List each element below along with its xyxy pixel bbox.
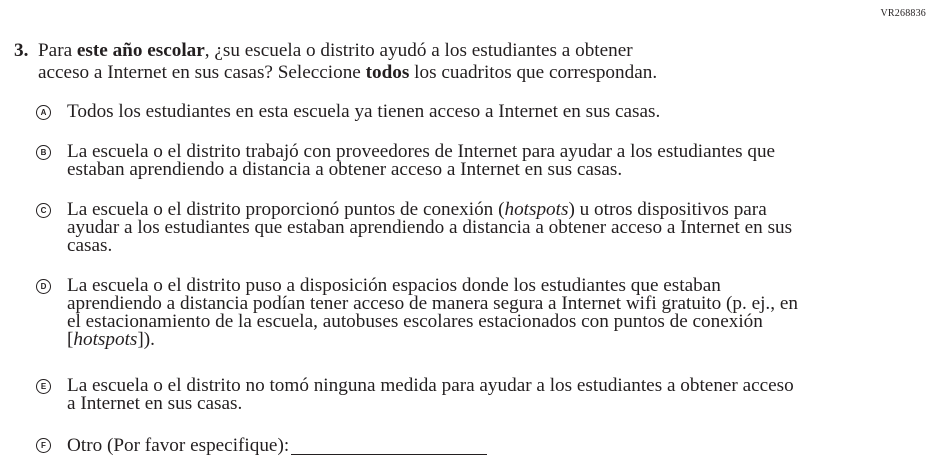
question-number: 3. [14,40,29,61]
option-d-label: La escuela o el distrito puso a disposición espacios donde los estudiantes que estaban aprendiendo a distancia podían tener acceso de manera segura a Internet wifi gratuito (p. ej., en el estacionamiento de la escuela, autobuses escolares estacionados con puntos de conexión [hotspots]). [67,275,798,350]
option-a-label: Todos los estudiantes en esta escuela ya tienen acceso a Internet en sus casas. [67,101,661,122]
option-f-label: Otro (Por favor especifique): [67,436,916,455]
option-e[interactable] [36,377,916,413]
option-b-label: La escuela o el distrito trabajó con proveedores de Internet para ayudar a los estudiantes que estaban aprendiendo a distancia a obtener acceso a Internet en sus casas. [67,141,776,180]
question-text-part: los cuadritos que correspondan. [409,62,658,83]
option-b[interactable] [36,143,916,179]
question-text-part: acceso a Internet en sus casas? Seleccione [38,62,366,83]
option-e-bubble[interactable]: E [36,379,51,394]
question-text-part: Para [38,40,77,61]
question-emphasis-all: todos [365,62,410,83]
question-text [38,40,914,84]
question-text-part: , ¿su escuela o distrito ayudó a los estudiantes a obtener [204,40,633,61]
option-a[interactable] [36,103,916,121]
option-a-bubble[interactable]: A [36,105,51,120]
option-f-bubble[interactable]: F [36,438,51,453]
question-3 [14,40,914,84]
option-d-bubble[interactable]: D [36,279,51,294]
option-f[interactable] [36,436,916,455]
option-d[interactable] [36,277,916,349]
option-c-label: La escuela o el distrito proporcionó puntos de conexión (hotspots) u otros dispositivos para ayudar a los estudiantes que estaban aprendiendo a distancia a obtener acceso a Internet en sus casas. [67,199,793,256]
form-code: VR268836 [880,8,926,19]
specify-other-field[interactable] [291,436,487,455]
option-c[interactable] [36,201,916,255]
option-c-bubble[interactable]: C [36,203,51,218]
question-emphasis-year: este año escolar [76,40,205,61]
option-b-bubble[interactable]: B [36,145,51,160]
option-e-label: La escuela o el distrito no tomó ninguna medida para ayudar a los estudiantes a obtener acceso a Internet en sus casas. [67,375,794,414]
